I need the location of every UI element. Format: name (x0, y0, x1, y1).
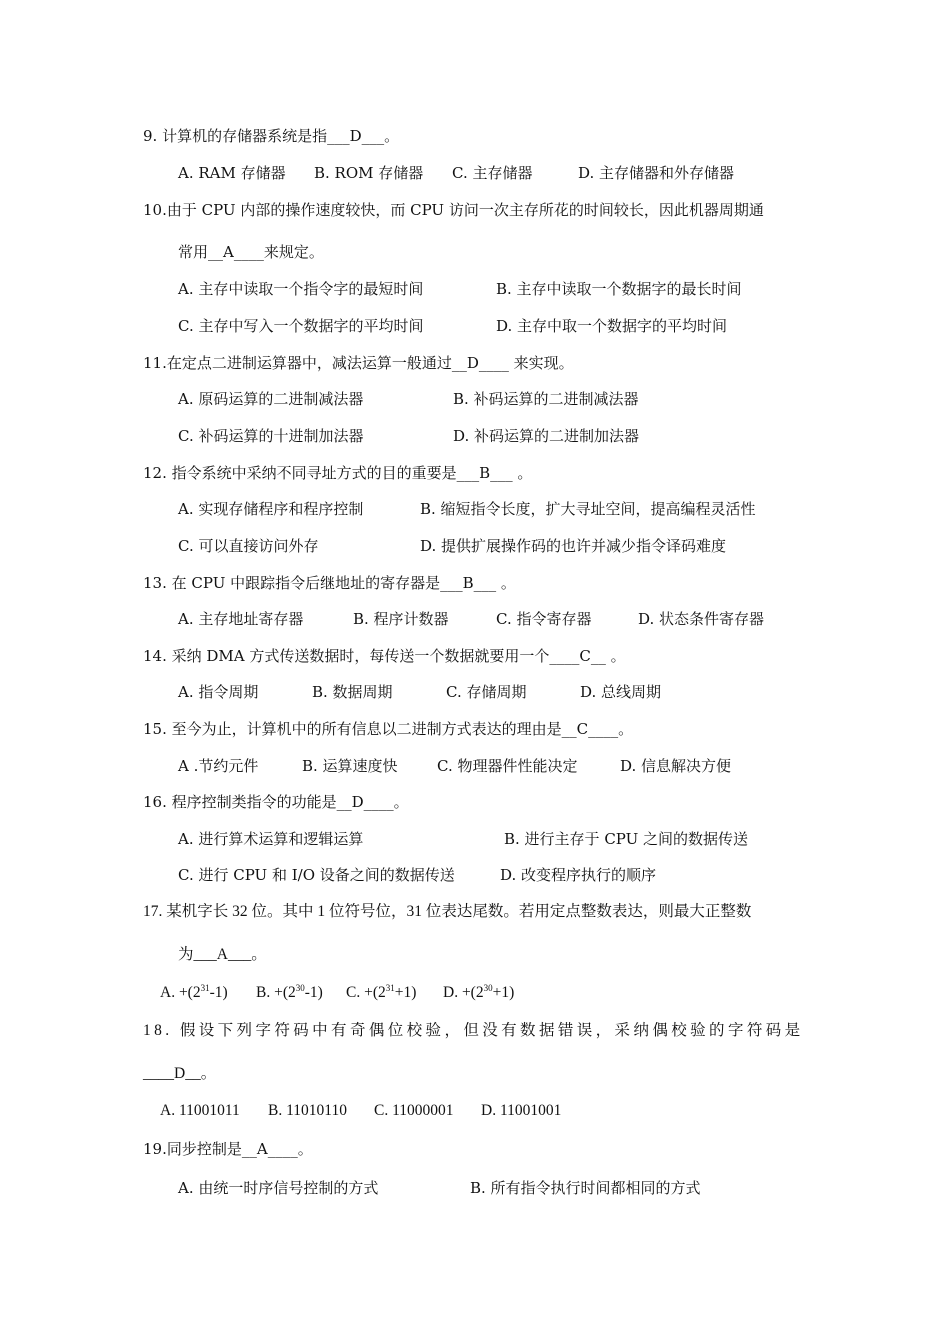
option-a: A. 主存中读取一个指令字的最短时间 (178, 280, 424, 298)
option-b: B. 补码运算的二进制减法器 (453, 390, 639, 408)
question-10-stem-cont: 常用__A____来规定。 (178, 243, 324, 261)
option-c: C. 指令寄存器 (496, 610, 592, 628)
question-9-stem: 9. 计算机的存储器系统是指___D___。 (143, 127, 400, 145)
option-b: B. ROM 存储器 (314, 164, 424, 182)
question-13-stem: 13. 在 CPU 中跟踪指令后继地址的寄存器是___B___ 。 (143, 574, 516, 592)
option-c: C. 可以直接访问外存 (178, 537, 319, 555)
question-17-stem: 17. 某机字长 32 位。其中 1 位符号位，31 位表达尾数。若用定点整数表达，则最大正整数 (143, 903, 752, 920)
option-b: B. 缩短指令长度，扩大寻址空间，提高编程灵活性 (420, 500, 756, 518)
question-15-stem: 15. 至今为止，计算机中的所有信息以二进制方式表达的理由是__C____。 (143, 720, 634, 738)
option-a: A. 进行算术运算和逻辑运算 (178, 830, 364, 848)
option-a: A. $+(2^{31}-1)$ (160, 983, 228, 1001)
option-d: D. 11001001 (481, 1102, 562, 1119)
option-b: B. 所有指令执行时间都相同的方式 (470, 1179, 701, 1197)
option-d: D. 提供扩展操作码的也许并减少指令译码难度 (420, 537, 727, 555)
option-c: C. 主存中写入一个数据字的平均时间 (178, 317, 424, 335)
question-10-stem: 10.由于 CPU 内部的操作速度较快，而 CPU 访问一次主存所花的时间较长，因此机器周期通 (143, 201, 764, 219)
question-19-stem: 19.同步控制是__A____。 (143, 1140, 313, 1158)
option-d: D. $+(2^{30}+1)$ (443, 983, 515, 1001)
question-14-stem: 14. 采纳 DMA 方式传送数据时，每传送一个数据就要用一个____C__ 。 (143, 647, 626, 665)
option-a: A .节约元件 (178, 757, 259, 775)
question-18-stem: 18. 假设下列字符码中有奇偶位校验，但没有数据错误，采纳偶校验的字符码是 (143, 1022, 804, 1039)
option-c: C. 主存储器 (452, 164, 533, 182)
question-16-stem: 16. 程序控制类指令的功能是__D____。 (143, 793, 409, 811)
option-a: A. 主存地址寄存器 (178, 610, 304, 628)
question-12-stem: 12. 指令系统中采纳不同寻址方式的目的重要是___B___ 。 (143, 464, 533, 482)
option-a: A. 11001011 (160, 1102, 240, 1119)
option-c: C. $+(2^{31}+1)$ (346, 983, 417, 1001)
option-c: C. 补码运算的十进制加法器 (178, 427, 364, 445)
option-a: A. 指令周期 (178, 683, 259, 701)
option-b: B. 11010110 (268, 1102, 347, 1119)
option-d: D. 状态条件寄存器 (638, 610, 765, 628)
option-b: B. 进行主存于 CPU 之间的数据传送 (504, 830, 749, 848)
option-b: B. 主存中读取一个数据字的最长时间 (496, 280, 742, 298)
option-a: A. 实现存储程序和程序控制 (178, 500, 364, 518)
option-c: C. 进行 CPU 和 I/O 设备之间的数据传送 (178, 866, 455, 884)
option-b: B. $+(2^{30}-1)$ (256, 983, 323, 1001)
option-c: C. 物理器件性能决定 (437, 757, 578, 775)
option-d: D. 补码运算的二进制加法器 (453, 427, 640, 445)
option-d: D. 主存储器和外存储器 (578, 164, 735, 182)
option-b: B. 数据周期 (312, 683, 393, 701)
option-b: B. 程序计数器 (353, 610, 449, 628)
question-18-stem-cont: ____D__。 (143, 1065, 217, 1082)
option-a: A. 原码运算的二进制减法器 (178, 390, 364, 408)
option-d: D. 改变程序执行的顺序 (500, 866, 657, 884)
option-a: A. RAM 存储器 (178, 164, 286, 182)
option-b: B. 运算速度快 (302, 757, 398, 775)
option-d: D. 总线周期 (580, 683, 662, 701)
option-d: D. 主存中取一个数据字的平均时间 (496, 317, 728, 335)
option-d: D. 信息解决方便 (620, 757, 732, 775)
option-c: C. 存储周期 (446, 683, 527, 701)
option-a: A. 由统一时序信号控制的方式 (178, 1179, 379, 1197)
question-17-stem-cont: 为___A___。 (178, 946, 267, 963)
question-11-stem: 11.在定点二进制运算器中，减法运算一般通过__D____ 来实现。 (143, 354, 574, 372)
option-c: C. 11000001 (374, 1102, 454, 1119)
